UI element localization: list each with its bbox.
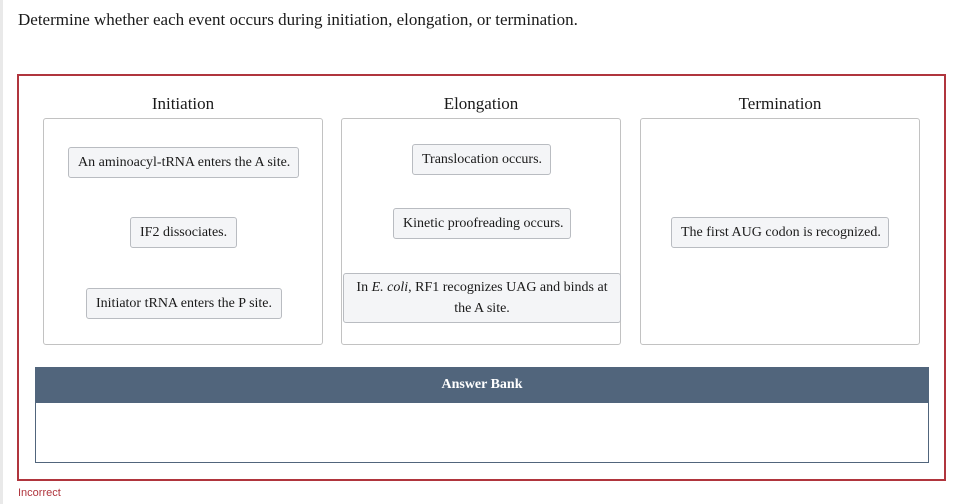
- card-rf1-text-before: In: [356, 280, 372, 295]
- card-if2-dissociates[interactable]: IF2 dissociates.: [130, 217, 237, 248]
- card-rf1-text-after: , RF1 recognizes UAG and binds at the A site.: [408, 280, 608, 316]
- card-kinetic-proofreading[interactable]: Kinetic proofreading occurs.: [393, 208, 571, 239]
- card-translocation-occurs[interactable]: Translocation occurs.: [412, 144, 551, 175]
- column-title-termination: Termination: [738, 94, 822, 113]
- card-initiator-trna-p-site[interactable]: Initiator tRNA enters the P site.: [86, 288, 282, 319]
- question-prompt: Determine whether each event occurs during initiation, elongation, or termination.: [18, 10, 578, 29]
- answer-bank-area[interactable]: [35, 403, 929, 463]
- left-divider: [0, 0, 3, 504]
- card-rf1-organism: E. coli: [371, 280, 409, 295]
- column-title-elongation: Elongation: [443, 94, 519, 113]
- status-message: Incorrect: [18, 487, 61, 499]
- answer-bank-header: Answer Bank: [35, 367, 929, 403]
- card-first-aug-recognized[interactable]: The first AUG codon is recognized.: [671, 217, 889, 248]
- card-rf1-recognizes-uag[interactable]: [343, 273, 621, 323]
- column-title-initiation: Initiation: [151, 94, 215, 113]
- card-aminoacyl-trna-a-site[interactable]: An aminoacyl-tRNA enters the A site.: [68, 147, 299, 178]
